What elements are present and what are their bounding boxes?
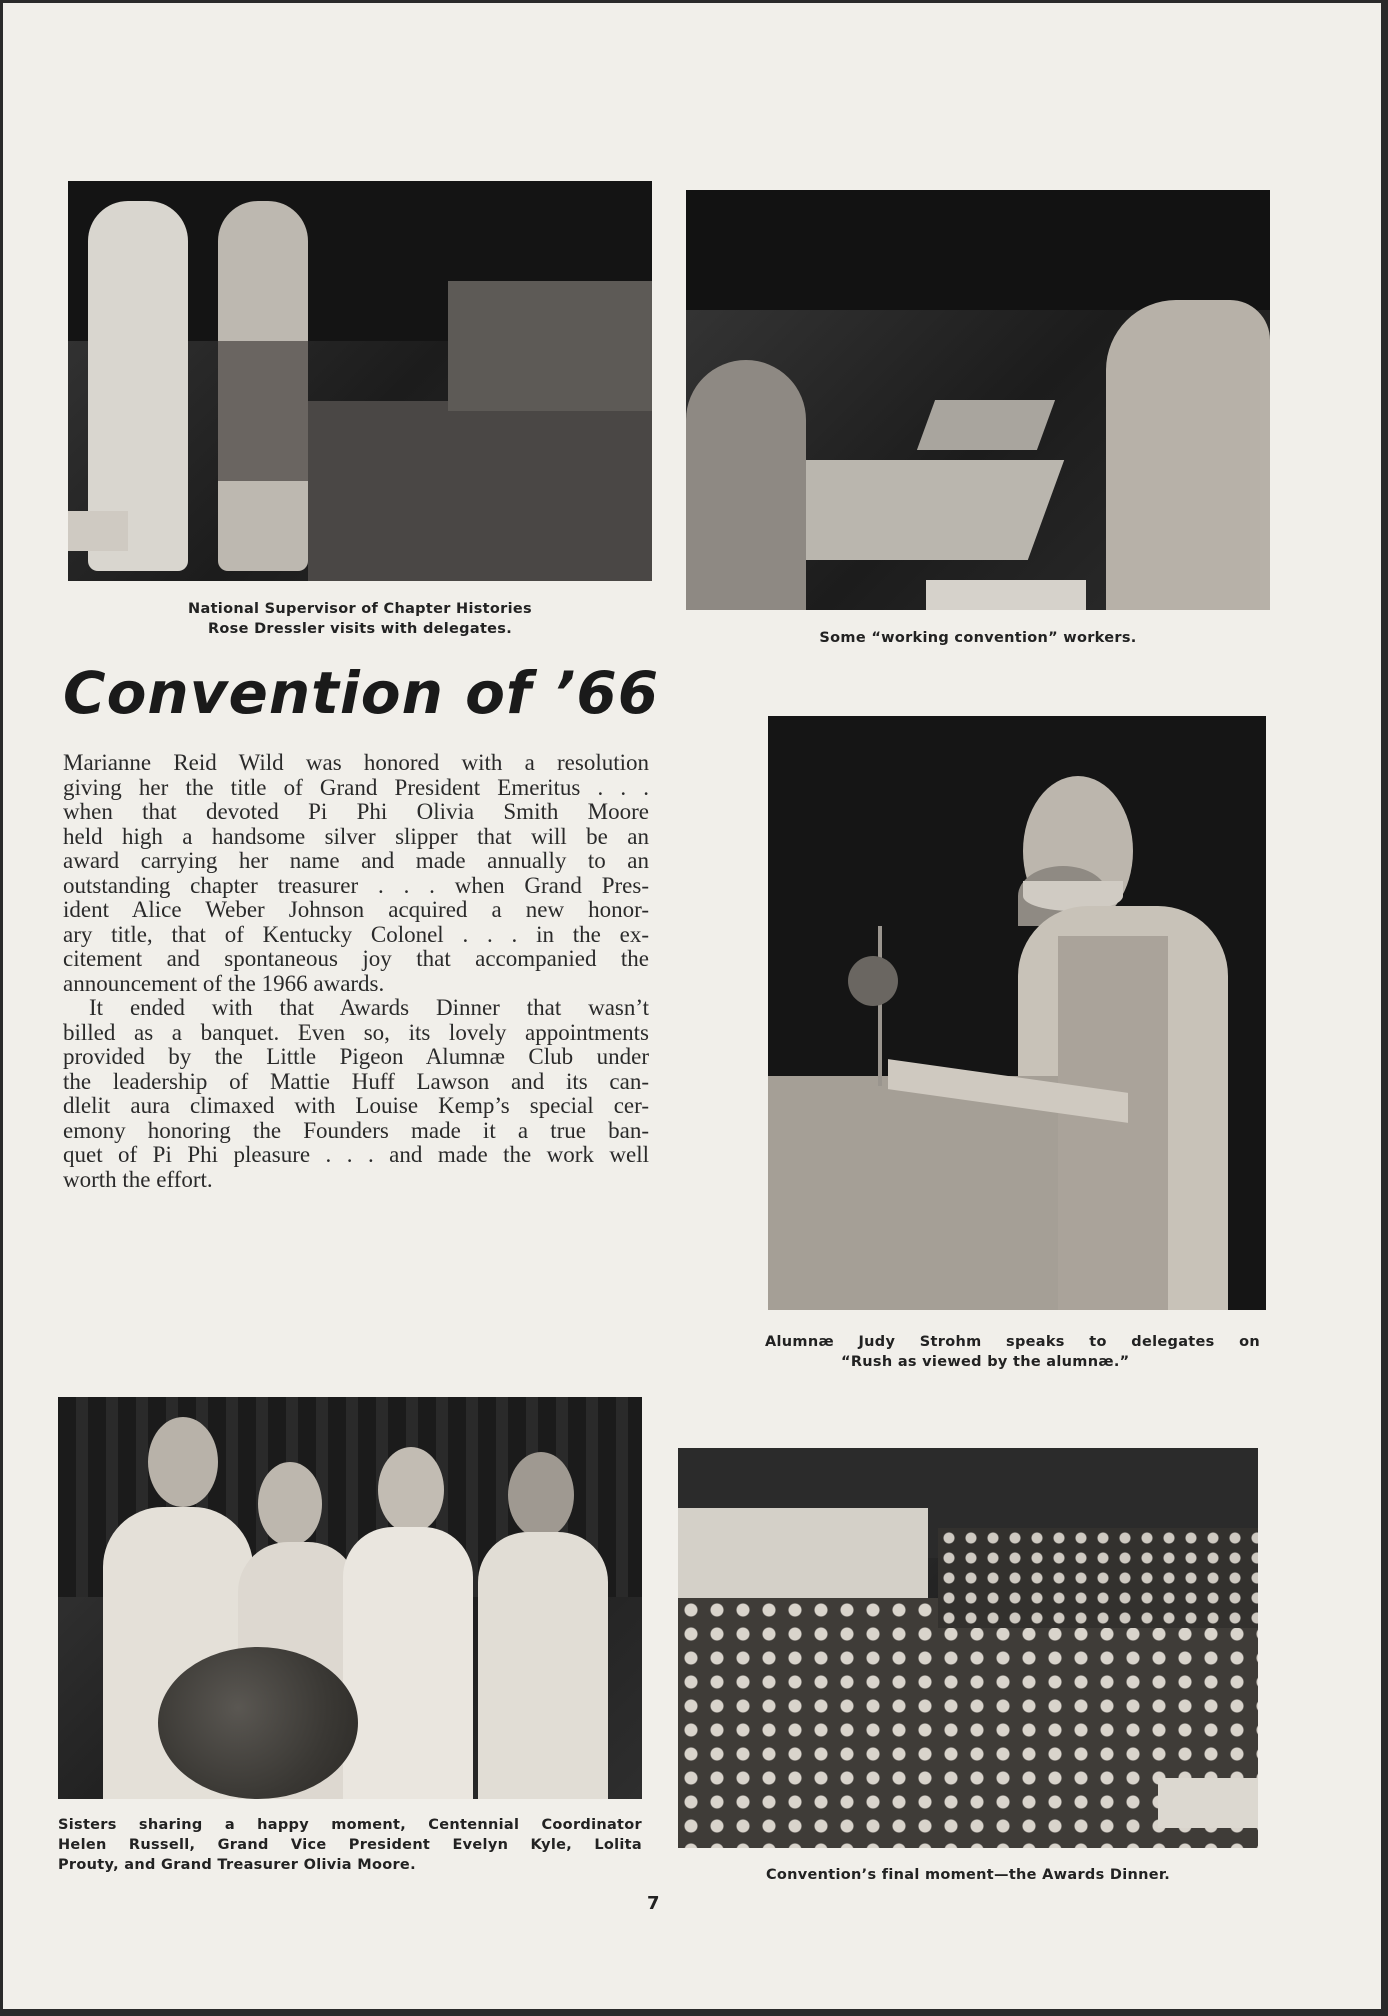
caption-dinner: Convention’s final moment—the Awards Dinner. [765, 1867, 1171, 1883]
page-number: 7 [647, 1893, 660, 1914]
magazine-page [3, 3, 1381, 2009]
photo-sisters [58, 1397, 642, 1799]
photo-workers [686, 190, 1270, 610]
article-body [63, 751, 649, 1192]
photo-dinner [678, 1448, 1258, 1848]
caption-sisters: Sisters sharing a happy moment, Centennial Coordinator Helen Russell, Grand Vice President Evelyn Kyle, Lolita Prouty, and Grand Treasurer Olivia Moore. [58, 1817, 642, 1873]
caption-workers: Some “working convention” workers. [819, 630, 1137, 646]
article-paragraph-1: Marianne Reid Wild was honored with a resolution giving her the title of Grand President Emeritus . . . when that devoted Pi Phi Olivia Smith Moore held high a handsome silver slipper that will be an award carrying her name and made annually to an outstanding chapter treasurer . . . when Grand Pres- ident Alice Weber Johnson acquired a new honor- ary title, that of Kentucky Colonel . . . in the ex- citement and spontaneous joy that accompanied the announcement of the 1966 awards. [63, 750, 649, 996]
caption-speaker: Alumnæ Judy Strohm speaks to delegates on “Rush as viewed by the alumnæ.” [765, 1334, 1260, 1370]
article-title: Convention of ’66 [63, 659, 660, 727]
photo-delegates [68, 181, 652, 581]
caption-delegates: National Supervisor of Chapter Histories Rose Dressler visits with delegates. [188, 601, 532, 637]
article-paragraph-2: It ended with that Awards Dinner that wasn’t billed as a banquet. Even so, its lovely appointments provided by the Little Pigeon Alumnæ Club under the leadership of Mattie Huff Lawson and its can- dlelit aura climaxed with Louise Kemp’s special cer- emony honoring the Founders made it a true ban- quet of Pi Phi pleasure . . . and made the work well worth the effort. [63, 995, 649, 1192]
photo-speaker [768, 716, 1266, 1310]
